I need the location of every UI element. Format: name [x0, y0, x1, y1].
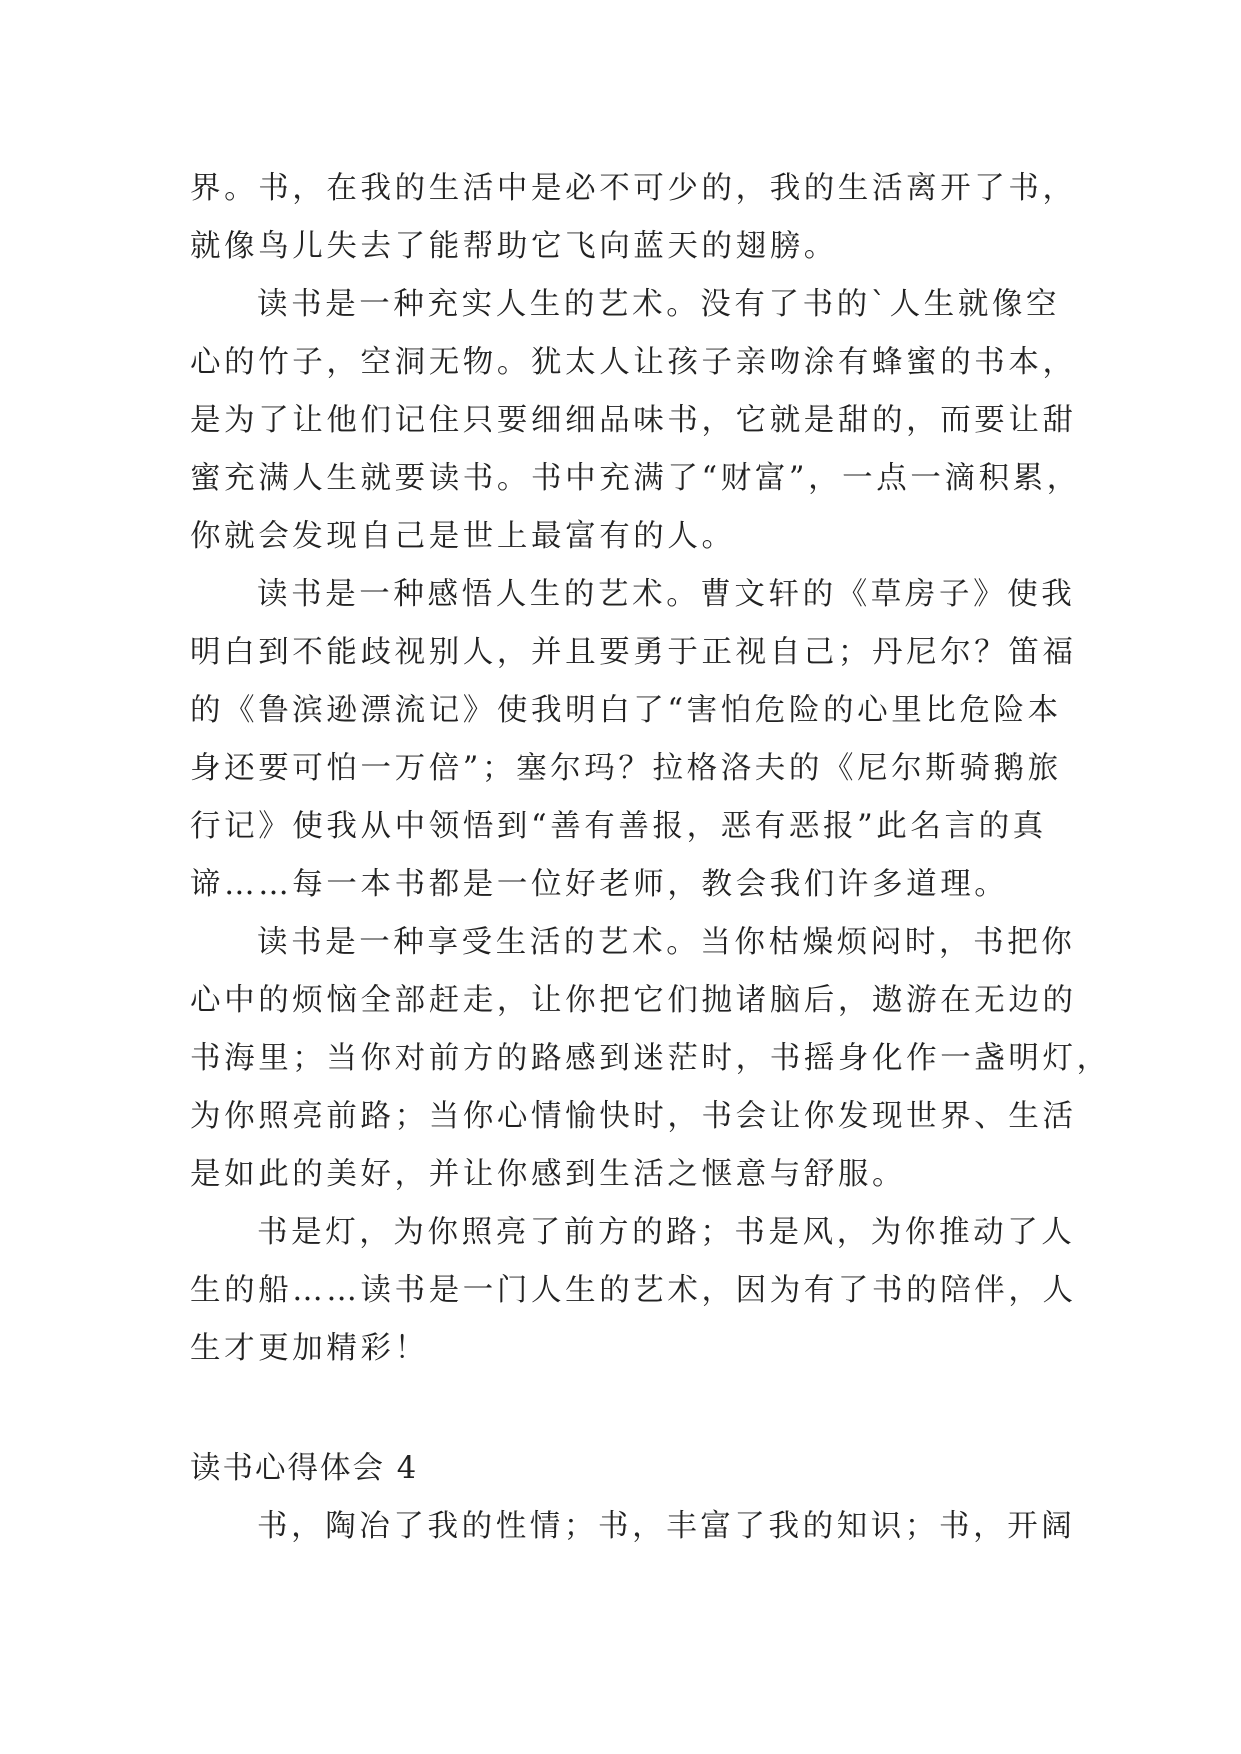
text-line: 谛……每一本书都是一位好老师，教会我们许多道理。 — [190, 867, 1009, 902]
text-line: 书是灯，为你照亮了前方的路；书是风，为你推动了人 — [257, 1215, 1076, 1250]
text-line: 是为了让他们记住只要细细品味书，它就是甜的，而要让甜 — [190, 403, 1077, 438]
text-line: 书，陶冶了我的性情；书，丰富了我的知识；书，开阔 — [257, 1509, 1076, 1544]
text-line: 的《鲁滨逊漂流记》使我明白了“害怕危险的心里比危险本 — [190, 693, 1062, 728]
text-line: 界。书，在我的生活中是必不可少的，我的生活离开了书， — [190, 171, 1077, 206]
document-body — [190, 160, 1111, 1556]
text-line: 生才更加精彩！ — [190, 1331, 429, 1366]
text-line: 你就会发现自己是世上最富有的人。 — [190, 519, 736, 554]
text-line: 为你照亮前路；当你心情愉快时，书会让你发现世界、生活 — [190, 1099, 1077, 1134]
text-line: 生的船……读书是一门人生的艺术，因为有了书的陪伴，人 — [190, 1273, 1077, 1308]
paragraph-2 — [190, 276, 1081, 566]
text-line: 读书是一种感悟人生的艺术。曹文轩的《草房子》使我 — [257, 577, 1076, 612]
text-line: 心的竹子，空洞无物。犹太人让孩子亲吻涂有蜂蜜的书本， — [190, 345, 1077, 380]
text-line: 行记》使我从中领悟到“善有善报，恶有恶报”此名言的真 — [190, 809, 1047, 844]
paragraph-3 — [190, 566, 1077, 914]
text-line: 身还要可怕一万倍”；塞尔玛？拉格洛夫的《尼尔斯骑鹅旅 — [190, 751, 1062, 786]
text-line: 是如此的美好，并让你感到生活之惬意与舒服。 — [190, 1157, 907, 1192]
text-line: 书海里；当你对前方的路感到迷茫时，书摇身化作一盏明灯， — [190, 1041, 1111, 1076]
text-line: 读书是一种充实人生的艺术。没有了书的`人生就像空 — [257, 287, 1061, 322]
paragraph-5 — [190, 1204, 1077, 1378]
text-line: 蜜充满人生就要读书。书中充满了“财富”，一点一滴积累， — [190, 461, 1081, 496]
section-heading: 读书心得体会 4 — [190, 1451, 419, 1486]
text-line: 就像鸟儿失去了能帮助它飞向蓝天的翅膀。 — [190, 229, 838, 264]
paragraph-4 — [190, 914, 1111, 1204]
text-line: 读书是一种享受生活的艺术。当你枯燥烦闷时，书把你 — [257, 925, 1076, 960]
text-line: 明白到不能歧视别人，并且要勇于正视自己；丹尼尔？笛福 — [190, 635, 1077, 670]
text-line: 心中的烦恼全部赶走，让你把它们抛诸脑后，遨游在无边的 — [190, 983, 1077, 1018]
paragraph-1 — [190, 160, 1077, 276]
